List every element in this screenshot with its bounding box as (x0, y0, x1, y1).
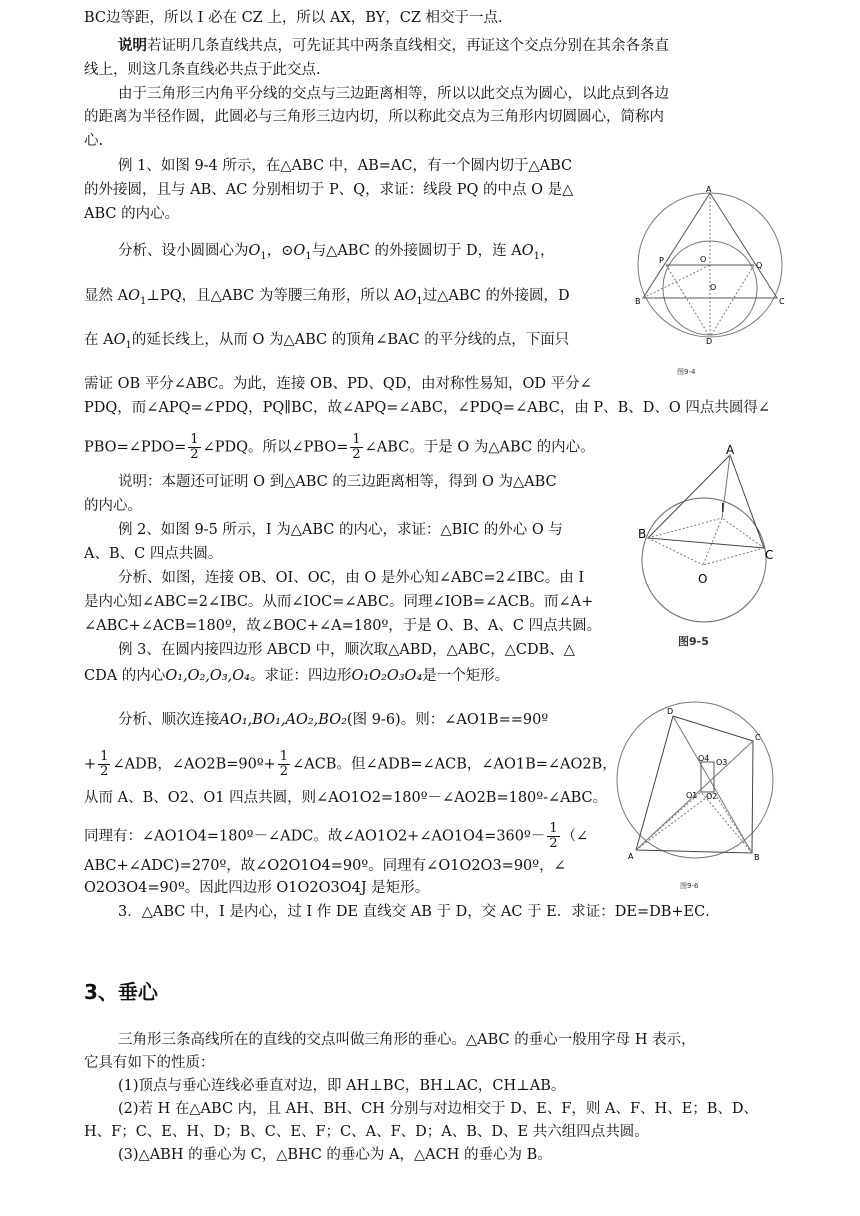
fraction-half: $\frac{1}{2}$ (100, 749, 109, 779)
figure-caption: 图9-4 (677, 368, 696, 376)
figure-9-4 (630, 180, 790, 380)
figure-caption: 图9-6 (680, 882, 699, 890)
text-line (84, 666, 509, 686)
text-span: CDA 的内心 (84, 668, 166, 684)
note-label: 说明 (118, 38, 147, 54)
label-o1: O (710, 283, 717, 292)
label-i: I (721, 501, 725, 515)
text-span: 过△ABC 的外接圆，D (422, 288, 570, 304)
label-a: A (706, 185, 712, 194)
text-line: 3．△ABC 中，I 是内心，过 I 作 DE 直线交 AB 于 D，交 AC 于 E．求证：DE=DB+EC． (118, 904, 720, 920)
fraction-half: $\frac{1}{2}$ (279, 749, 289, 779)
text-span: 。求证：四边形 (249, 668, 352, 684)
text-span: PBO=∠PDO= (84, 439, 187, 456)
text-line: (1)顶点与垂心连线必垂直对边，即 AH⊥BC，BH⊥AC，CH⊥AB。 (118, 1078, 566, 1094)
text-span: ⊥PQ，且△ABC 为等腰三角形，所以 A (146, 288, 405, 304)
text-line: A、B、C 四点共圆。 (84, 546, 223, 562)
text-line (118, 36, 669, 56)
label-b: B (754, 853, 760, 862)
text-span: 分析、顺次连接 (118, 712, 220, 728)
text-line: 它具有如下的性质： (84, 1055, 215, 1071)
label-o1: O1 (686, 791, 698, 800)
text-span: ，⊙ (266, 243, 294, 259)
text-span: 显然 A (84, 288, 129, 304)
text-line: (2)若 H 在△ABC 内，且 AH、BH、CH 分别与对边相交于 D、E、F，则 A、F、H、E；B、D、 (118, 1101, 759, 1117)
text-span: 分析、设小圆圆心为 (118, 243, 249, 259)
section-heading: 3、垂心 (84, 980, 158, 1004)
label-d: D (667, 707, 674, 716)
label-d: D (706, 337, 713, 346)
text-span: 若证明几条直线共点，可先证其中两条直线相交，再证这个交点分别在其余各条直 (147, 38, 669, 54)
text-line (84, 750, 617, 779)
text-line: ABC+∠ADC)=270º，故∠O2O1O4=90º。同理有∠O1O2O3=90º，∠ (84, 858, 566, 874)
text-line: 心. (84, 133, 104, 149)
math-o1: $O_1$ (404, 288, 423, 307)
text-line: 从而 A、B、O2、O1 四点共圆，则∠AO1O2=180º－∠AO2B=180º-∠ABC。 (84, 790, 608, 806)
segment-ao2 (636, 792, 714, 850)
text-line: ∠ABC+∠ACB=180º，故∠BOC+∠A=180º，于是 O、B、A、C 四点共圆。 (84, 618, 602, 634)
text-line: 分析、如图，连接 OB、OI、OC，由 O 是外心知∠ABC=2∠IBC。由 I (118, 570, 585, 586)
text-span: ∠ADB，∠AO2B=90º+ (112, 756, 276, 773)
segment-bi (648, 518, 722, 538)
fraction-half: $\frac{1}{2}$ (352, 432, 361, 462)
math-o1: $O_1$ (113, 332, 132, 351)
text-line: 三角形三条高线所在的直线的交点叫做三角形的垂心。△ABC 的垂心一般用字母 H 表示， (118, 1032, 696, 1048)
text-span: ∠ACB。但∠ADB=∠ACB，∠AO1B=∠AO2B， (292, 756, 617, 773)
math-o1: $O_1$ (293, 243, 312, 262)
text-line: H、F；C、E、H、D；B、C、E、F；C、A、F、D；A、B、D、E 共六组四点共圆。 (84, 1124, 649, 1140)
label-o2: O2 (706, 792, 718, 801)
text-line (84, 286, 570, 312)
label-b: B (638, 527, 647, 541)
text-line: 说明：本题还可证明 O 到△ABC 的三边距离相等，得到 O 为△ABC (118, 474, 557, 490)
text-line: 的内心。 (84, 498, 142, 514)
math-o1: $O_1$ (521, 243, 541, 262)
text-line: 是内心知∠ABC=2∠IBC。从而∠IOC=∠ABC。同理∠IOB=∠ACB。而∠A+ (84, 594, 594, 610)
text-line: 例 3、在圆内接四边形 ABCD 中，顺次取△ABD，△ABC，△CDB、△ (118, 642, 575, 658)
text-line: 例 2、如图 9-5 所示，I 为△ABC 的内心，求证：△BIC 的外心 O 与 (118, 522, 563, 538)
text-line: (3)△ABH 的垂心为 C，△BHC 的垂心为 A，△ACH 的垂心为 B。 (118, 1147, 552, 1163)
label-a: A (628, 852, 634, 861)
label-c: C (779, 297, 785, 306)
label-o: O (698, 572, 708, 586)
figure-caption: 图9-5 (678, 635, 709, 648)
text-span: ， (540, 243, 555, 259)
label-o: O (700, 255, 707, 264)
segment-bo1 (701, 792, 752, 853)
text-line: ABC 的内心。 (84, 206, 180, 222)
math-o-list: O₁,O₂,O₃,O₄ (165, 668, 250, 684)
text-line: 的距离为半径作圆，此圆必与三角形三边内切，所以称此交点为三角形内切圆圆心，简称内 (84, 109, 664, 125)
text-line (84, 330, 569, 356)
label-o4: O4 (698, 754, 710, 763)
fraction-half: $\frac{1}{2}$ (190, 432, 199, 462)
text-line: PDQ，而∠APQ=∠PDQ，PQ∥BC，故∠APQ=∠ABC，∠PDQ=∠ABC，由 P、B、D、O 四点共圆得∠ (84, 400, 771, 416)
label-a: A (726, 443, 735, 457)
figure-9-5 (630, 440, 780, 655)
text-line: 需证 OB 平分∠ABC。为此，连接 OB、PD、QD，由对称性易知，OD 平分∠ (84, 376, 592, 392)
text-span: 与△ABC 的外接圆切于 D，连 A (311, 243, 522, 259)
text-span: ∠ABC。于是 O 为△ABC 的内心。 (364, 439, 595, 456)
text-span: + (84, 756, 97, 773)
math-o-quad: O₁O₂O₃O₄ (351, 668, 423, 684)
figure-9-6 (610, 700, 790, 895)
math-o1: $O_1$ (128, 288, 147, 307)
math-ao-list: AO₁,BO₁,AO₂,BO₂ (219, 712, 347, 728)
segment-ci (722, 518, 764, 548)
text-line: 线上，则这几条直线必共点于此交点. (84, 62, 321, 78)
text-line (84, 822, 588, 851)
segment-ao1 (636, 792, 701, 850)
text-line: BC边等距，所以 I 必在 CZ 上，所以 AX，BY，CZ 相交于一点. (84, 10, 503, 26)
text-span: 是一个矩形。 (422, 668, 510, 684)
label-c: C (765, 548, 774, 562)
text-line (118, 710, 548, 730)
fraction-half: $\frac{1}{2}$ (549, 821, 558, 851)
text-line: 由于三角形三内角平分线的交点与三边距离相等，所以以此交点为圆心，以此点到各边 (118, 86, 669, 102)
text-line (84, 433, 595, 462)
text-span: ∠PDQ。所以∠PBO= (202, 439, 349, 456)
text-span: (图 9-6)。则：∠AO1B==90º (346, 712, 549, 728)
text-line: 的外接圆，且与 AB、AC 分别相切于 P、Q，求证：线段 PQ 的中点 O 是△ (84, 182, 574, 198)
text-span: 在 A (84, 332, 114, 348)
label-b: B (635, 297, 641, 306)
label-p: P (659, 256, 664, 265)
math-o1: $O_1$ (248, 243, 267, 262)
segment-io (703, 518, 722, 565)
label-q: Q (756, 261, 763, 270)
text-line: O2O3O4=90º。因此四边形 O1O2O3O4J 是矩形。 (84, 880, 430, 896)
label-o3: O3 (716, 758, 728, 767)
quadrilateral-abcd (636, 716, 753, 853)
circumcircle (642, 498, 766, 622)
text-span: （∠ (561, 828, 589, 845)
text-span: 同理有：∠AO1O4=180º－∠ADC。故∠AO1O2+∠AO1O4=360º－ (84, 828, 546, 845)
label-c: C (755, 733, 761, 742)
segment-co (703, 548, 764, 565)
triangle-abc (648, 455, 764, 548)
text-span: 的延长线上，从而 O 为△ABC 的顶角∠BAC 的平分线的点，下面只 (131, 332, 570, 348)
text-line: 例 1、如图 9-4 所示，在△ABC 中，AB=AC，有一个圆内切于△ABC (118, 158, 573, 174)
text-line (118, 241, 555, 267)
